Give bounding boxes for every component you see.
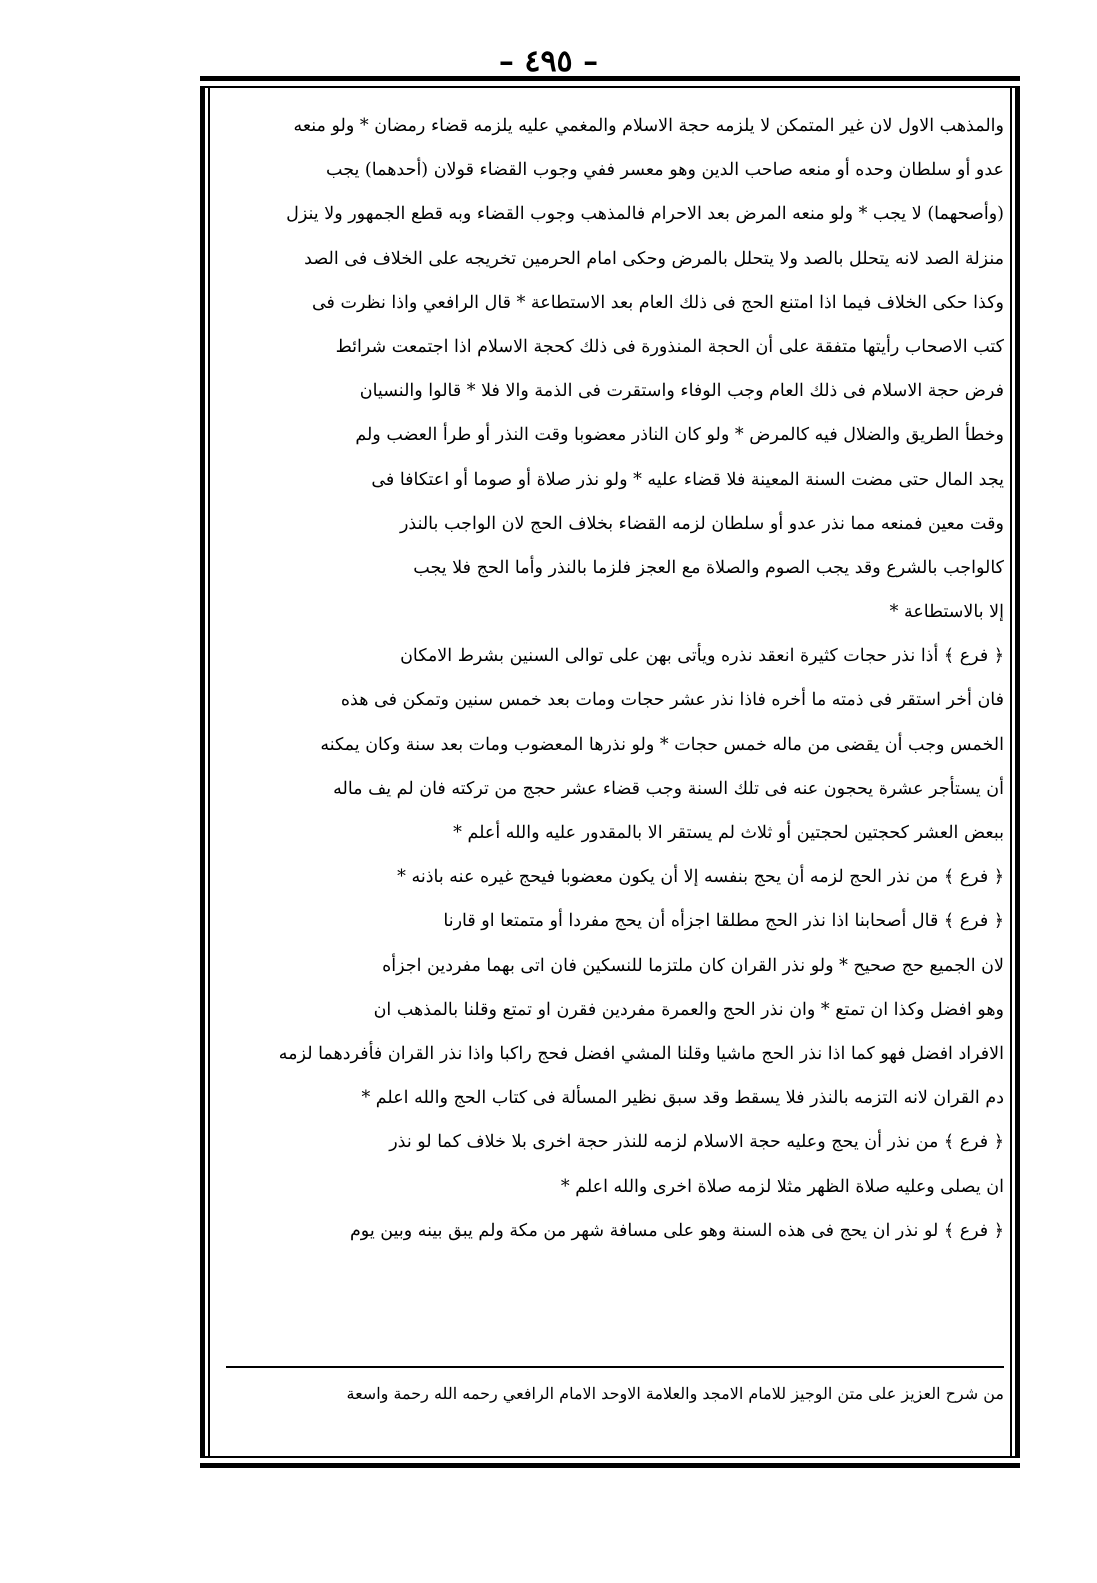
frame-bottom-border <box>200 1456 1020 1468</box>
text-line: دم القران لانه التزمه بالنذر فلا يسقط وقد سبق نظير المسألة فى كتاب الحج والله اعلم * <box>361 1088 1004 1109</box>
text-line: ﴿ فرع ﴾ قال أصحابنا اذا نذر الحج مطلقا اجزأه أن يحج مفردا أو متمتعا او قارنا <box>443 911 1004 932</box>
text-line: لان الجميع حج صحيح * ولو نذر القران كان ملتزما للنسكين فان اتى بهما مفردين اجزأه <box>382 955 1004 976</box>
text-line: كالواجب بالشرع وقد يجب الصوم والصلاة مع العجز فلزما بالنذر وأما الحج فلا يجب <box>413 557 1004 578</box>
text-line: فان أخر استقر فى ذمته ما أخره فاذا نذر عشر حجات ومات بعد خمس سنين وتمكن فى هذه <box>340 690 1004 711</box>
text-line: وهو افضل وكذا ان تمتع * وان نذر الحج والعمرة مفردين فقرن او تمتع وقلنا بالمذهب ان <box>373 999 1004 1020</box>
text-line: كتب الاصحاب رأيتها متفقة على أن الحجة المنذورة فى ذلك كحجة الاسلام اذا اجتمعت شرائط <box>335 336 1004 357</box>
text-line: ﴿ فرع ﴾ من نذر الحج لزمه أن يحج بنفسه إلا أن يكون معضوبا فيحج غيره عنه باذنه * <box>397 867 1004 888</box>
text-line: عدو أو سلطان وحده أو منعه صاحب الدين وهو معسر ففي وجوب القضاء قولان (أحدهما) يجب <box>326 160 1004 181</box>
text-line: والمذهب الاول لان غير المتمكن لا يلزمه حجة الاسلام والمغمي عليه يلزمه قضاء رمضان * ولو منعه <box>293 116 1004 136</box>
frame-top-border <box>200 76 1020 88</box>
text-line: إلا بالاستطاعة * <box>889 602 1004 623</box>
text-line: أن يستأجر عشرة يحجون عنه فى تلك السنة وجب قضاء عشر حجج من تركته فان لم يف ماله <box>333 778 1004 799</box>
text-line: وخطأ الطريق والضلال فيه كالمرض * ولو كان الناذر معضوبا وقت النذر أو طرأ العضب ولم <box>355 425 1004 446</box>
text-line: الافراد افضل فهو كما اذا نذر الحج ماشيا وقلنا المشي افضل فحج راكبا واذا نذر القران فأفردهما لزمه <box>278 1043 1004 1064</box>
text-line: ﴿ فرع ﴾ من نذر أن يحج وعليه حجة الاسلام لزمه للنذر حجة اخرى بلا خلاف كما لو نذر <box>389 1132 1004 1153</box>
text-line: وقت معين فمنعه مما نذر عدو أو سلطان لزمه القضاء بخلاف الحج لان الواجب بالنذر <box>399 513 1004 534</box>
text-line: الخمس وجب أن يقضى من ماله خمس حجات * ولو نذرها المعضوب ومات بعد سنة وكان يمكنه <box>320 734 1004 755</box>
frame-right-border <box>1010 88 1020 1456</box>
text-line: فرض حجة الاسلام فى ذلك العام وجب الوفاء واستقرت فى الذمة والا فلا * قالوا والنسيان <box>359 381 1004 402</box>
text-line: ﴿ فرع ﴾ أذا نذر حجات كثيرة انعقد نذره ويأتى بهن على توالى السنين بشرط الامكان <box>400 646 1004 667</box>
text-line: وكذا حكى الخلاف فيما اذا امتنع الحج فى ذلك العام بعد الاستطاعة * قال الرافعي واذا نظرت فى <box>311 292 1004 313</box>
text-line: يجد المال حتى مضت السنة المعينة فلا قضاء عليه * ولو نذر صلاة أو صوما أو اعتكافا فى <box>371 469 1004 490</box>
text-line: ببعض العشر كحجتين لحجتين أو ثلاث لم يستقر الا بالمقدور عليه والله أعلم * <box>453 823 1004 843</box>
text-line: ان يصلى وعليه صلاة الظهر مثلا لزمه صلاة اخرى والله اعلم * <box>560 1176 1004 1197</box>
page-number: – ٤٩٥ – <box>498 44 599 79</box>
text-line: ﴿ فرع ﴾ لو نذر ان يحج فى هذه السنة وهو على مسافة شهر من مكة ولم يبق بينه وبين يوم <box>349 1220 1004 1241</box>
text-line: منزلة الصد لانه يتحلل بالصد ولا يتحلل بالمرض وحكى امام الحرمين تخريجه على الخلاف فى الصد <box>304 248 1004 269</box>
footer-divider <box>226 1366 1004 1368</box>
text-line: (وأصحهما) لا يجب * ولو منعه المرض بعد الاحرام فالمذهب وجوب القضاء وبه قطع الجمهور ولا ينزل <box>286 204 1004 225</box>
footer-text: من شرح العزيز على متن الوجيز للامام الامجد والعلامة الاوحد الامام الرافعي رحمه الله رحمة واسعة <box>346 1384 1004 1403</box>
main-text <box>222 104 1004 1253</box>
frame-left-border <box>200 88 210 1456</box>
